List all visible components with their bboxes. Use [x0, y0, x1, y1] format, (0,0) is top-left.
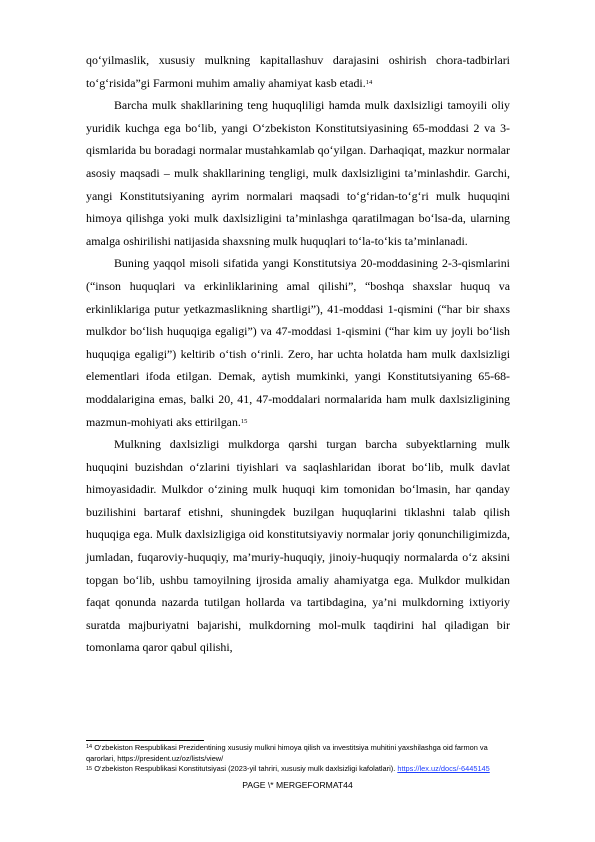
- footnote-15-number: 15: [86, 765, 93, 772]
- paragraph-1: [86, 49, 510, 94]
- paragraph-3: [86, 252, 510, 433]
- paragraph-4-text: Mulkning daxlsizligi mulkdorga qarshi turgan barcha subyektlarning mulk huquqini buzishdan o‘zlarini tiyishlari va saqlashlaridan iborat bo‘lib, mulk davlat himoyasidadir. Mulkdor o‘zining mulk huquqi kim tomonidan bo‘lmasin, har qanday buzilishini bartaraf etishni, shuningdek buzilgan huquqlarini tiklashni talab qilish huquqiga ega. Mulk daxlsizligiga oid konstitutsiyaviy normalar joriy qonunchiligimizda, jumladan, fuqaroviy-huquqiy, ma’muriy-huquqiy, jinoiy-huquqiy normalarda o‘z aksini topgan bo‘lib, ushbu tamoyilning ijrosida amaliy ahamiyatga ega. Mulkdor mulkidan faqat qonunda nazarda tutilgan hollarda va tartibdagina, ya’ni mulkdorning ixtiyoriy suratda majburiyatni bajarishi, mulkdorning mol-mulk taqdirini hal qiladigan bir tomonlama qaror qabul qilishi,: [86, 437, 510, 655]
- paragraph-2: [86, 94, 510, 252]
- body-text: [86, 49, 510, 659]
- footnote-ref-14[interactable]: 14: [365, 79, 373, 86]
- footnote-ref-15[interactable]: 15: [240, 417, 248, 425]
- footnote-14: [86, 743, 516, 764]
- footnote-15-text: O‘zbekiston Respublikasi Konstitutsiyasi (2023-yil tahriri, xususiy mulk daxlsizligi kafolatlari).: [94, 764, 396, 774]
- footnote-14-number: 14: [86, 744, 93, 751]
- paragraph-3-text: Buning yaqqol misoli sifatida yangi Konstitutsiya 20-moddasining 2-3-qismlarini (“inson huquqlari va erkinliklarining amal qilishi”, “boshqa shaxslar huquq va erkinliklariga putur yetkazmaslikning shartligi”), 41-moddasi 1-qismini (“har bir shaxs mulkdor bo‘lish huquqiga egaligi”) va 47-moddasi 1-qismini (“har kim uy joyli bo‘lish huquqiga egaligi”) keltirib o‘tish o‘rinli. Zero, har uchta holatda ham mulk daxlsizligi elementlari ifoda etilgan. Demak, aytish mumkinki, yangi Konstitutsiyaning 65-68-moddalarigina emas, balki 20, 41, 47-moddalari normalarida ham mulk daxlsizligining mazmun-mohiyati aks ettirilgan.: [86, 256, 510, 429]
- footnote-15: [86, 764, 516, 775]
- footnote-14-text: O‘zbekiston Respublikasi Prezidentining xususiy mulkni himoya qilish va investitsiya muhitini yaxshilashga oid farmon va qarorlari, https://president.uz/oz/lists/view/: [86, 743, 488, 763]
- page-number-field: PAGE \* MERGEFORMAT44: [242, 780, 353, 790]
- footnote-separator: [86, 740, 204, 741]
- footnote-15-link[interactable]: https://lex.uz/docs/-6445145: [397, 764, 490, 774]
- footnotes: [86, 743, 516, 775]
- paragraph-4: [86, 433, 510, 659]
- paragraph-1-text: qo‘yilmaslik, xususiy mulkning kapitallashuv darajasini oshirish chora-tadbirlari to‘g‘risida”gi Farmoni muhim amaliy ahamiyat kasb etadi.: [86, 53, 510, 90]
- paragraph-2-text: Barcha mulk shakllarining teng huquqliligi hamda mulk daxlsizligi tamoyili oliy yuridik kuchga ega bo‘lib, yangi O‘zbekiston Konstitutsiyasining 65-moddasi 2 va 3-qismlarida bu boradagi normalar mustahkamlab qo‘yilgan. Darhaqiqat, mazkur normalar asosiy maqsadi – mulk shakllarining tengligi, mulk daxlsizligini ta’minlashdir. Garchi, yangi Konstitutsiyaning ayrim normalari maqsadi to‘g‘ridan-to‘g‘ri mulk huquqini himoya qilishga yoki mulk daxlsizligini ta’minlashga qaratilmagan bo‘lsa-da, ularning amalga oshirilishi natijasida shaxsning mulk huquqlari to‘la-to‘kis ta’minlanadi.: [86, 98, 510, 248]
